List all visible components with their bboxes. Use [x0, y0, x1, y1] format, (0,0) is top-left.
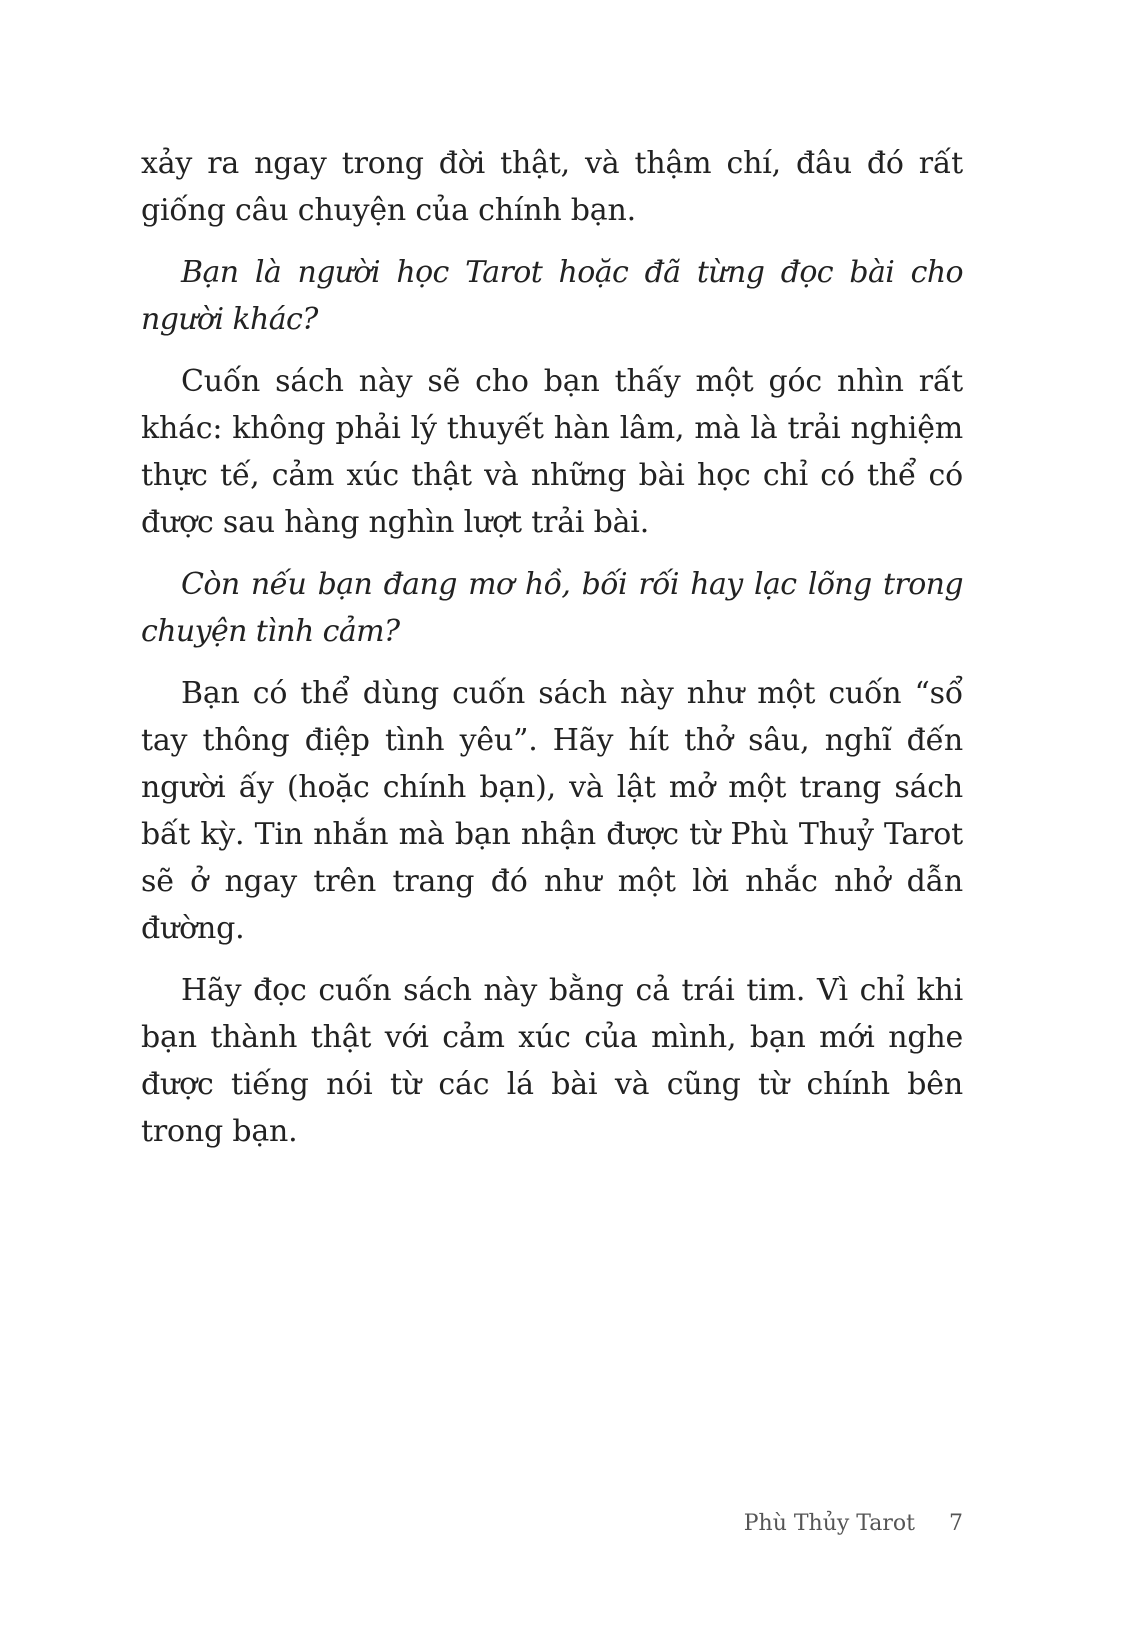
running-title: Phù Thủy Tarot: [743, 1510, 915, 1536]
paragraph-read-with-heart: Hãy đọc cuốn sách này bằng cả trái tim. Vì chỉ khi bạn thành thật với cảm xúc của mình, bạn mới nghe được tiếng nói từ các lá bài và cũng từ chính bên trong bạn.: [141, 973, 963, 1149]
paragraph-question-confused-love: Còn nếu bạn đang mơ hồ, bối rối hay lạc lõng trong chuyện tình cảm?: [141, 567, 963, 649]
page-number: 7: [949, 1510, 963, 1536]
paragraph-love-handbook: Bạn có thể dùng cuốn sách này như một cuốn “sổ tay thông điệp tình yêu”. Hãy hít thở sâu, nghĩ đến người ấy (hoặc chính bạn), và lật mở một trang sách bất kỳ. Tin nhắn mà bạn nhận được từ Phù Thuỷ Tarot sẽ ở ngay trên trang đó như một lời nhắc nhở dẫn đường.: [141, 676, 963, 946]
paragraph-different-perspective: Cuốn sách này sẽ cho bạn thấy một góc nhìn rất khác: không phải lý thuyết hàn lâm, mà là trải nghiệm thực tế, cảm xúc thật và những bài học chỉ có thể có được sau hàng nghìn lượt trải bài.: [141, 364, 963, 540]
page-footer: [700, 1505, 963, 1541]
paragraph-question-tarot-learner: Bạn là người học Tarot hoặc đã từng đọc bài cho người khác?: [141, 255, 963, 337]
paragraph-continuation: xảy ra ngay trong đời thật, và thậm chí, đâu đó rất giống câu chuyện của chính bạn.: [141, 146, 963, 228]
page-body: [141, 140, 963, 1170]
